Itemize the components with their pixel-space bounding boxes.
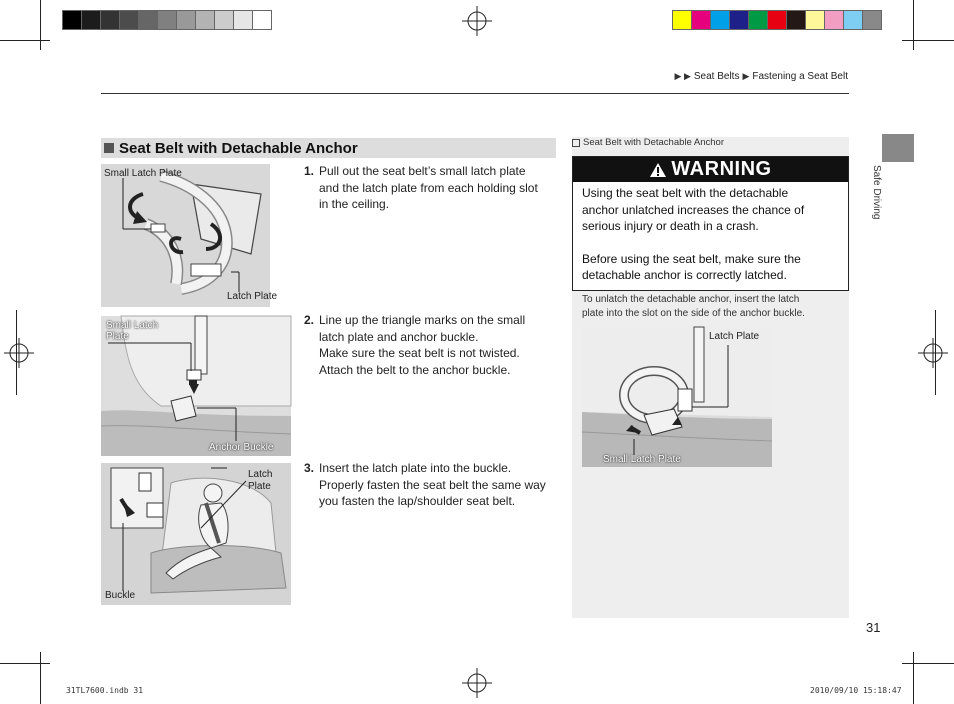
page-number: 31	[866, 620, 881, 635]
color-swatch	[672, 10, 692, 30]
registration-mark-icon	[462, 6, 492, 36]
breadcrumb-item-seat-belts[interactable]: Seat Belts	[693, 71, 740, 82]
header-rule	[101, 93, 849, 94]
step-text-line: Insert the latch plate into the buckle.	[319, 461, 512, 475]
crop-mark	[902, 40, 954, 41]
gray-color-bar	[62, 10, 271, 30]
crop-mark	[0, 663, 50, 664]
color-swatch	[195, 10, 215, 30]
label-plate-2: Plate	[248, 481, 271, 492]
color-swatch	[119, 10, 139, 30]
figure-ceiling-latch	[101, 164, 278, 307]
label-small-latch: Small Latch	[106, 320, 159, 331]
color-swatch	[786, 10, 806, 30]
crop-mark	[0, 40, 50, 41]
step-text-line: Pull out the seat belt’s small latch plate	[319, 164, 526, 178]
unlatch-anchor-illustration	[582, 327, 772, 467]
label-small-latch-plate-2: Small Latch Plate	[603, 454, 681, 465]
ceiling-slot-illustration	[101, 164, 270, 307]
note-line: To unlatch the detachable anchor, insert the latch	[582, 294, 800, 305]
step-text-line: Attach the belt to the anchor buckle.	[319, 362, 511, 377]
step-text-line: in the ceiling.	[319, 197, 390, 211]
side-tick	[935, 310, 936, 395]
label-buckle: Buckle	[105, 590, 136, 601]
footer-timestamp: 2010/09/10 15:18:47	[810, 686, 902, 695]
step-3	[304, 460, 556, 510]
color-swatch	[824, 10, 844, 30]
chapter-tab	[882, 134, 914, 162]
crop-mark	[40, 652, 41, 704]
warning-title: WARNING	[671, 158, 772, 180]
warning-line: serious injury or death in a crash.	[582, 219, 759, 233]
figure-unlatch-anchor	[582, 327, 772, 467]
label-plate: Plate	[106, 331, 129, 342]
step-text-line: latch plate and anchor buckle.	[319, 329, 479, 344]
warning-line: Before using the seat belt, make sure the	[582, 251, 801, 266]
label-anchor-buckle: Anchor Buckle	[209, 442, 274, 453]
crop-mark	[902, 663, 954, 664]
color-swatch	[176, 10, 196, 30]
warning-line: detachable anchor is correctly latched.	[582, 268, 787, 282]
color-swatch	[100, 10, 120, 30]
figure-anchor-buckle	[101, 316, 291, 456]
step-text-line: Line up the triangle marks on the small	[319, 313, 526, 327]
step-number: 1.	[304, 164, 315, 178]
color-swatch	[805, 10, 825, 30]
side-tick	[16, 310, 17, 395]
reference-arrow-icon	[572, 139, 580, 147]
panel-reference[interactable]	[572, 137, 724, 148]
color-swatch	[748, 10, 768, 30]
chapter-tab-label: Safe Driving	[871, 165, 882, 220]
color-swatch	[691, 10, 711, 30]
breadcrumb	[675, 71, 848, 82]
color-swatch	[157, 10, 177, 30]
color-swatch	[843, 10, 863, 30]
step-text-line: Make sure the seat belt is not twisted.	[319, 346, 520, 360]
warning-box	[572, 156, 849, 291]
label-small-latch-plate: Small Latch Plate	[104, 168, 182, 179]
footer-file-info: 31TL7600.indb 31	[66, 686, 144, 695]
breadcrumb-arrow-icon: ▶	[742, 71, 750, 81]
warning-header	[573, 157, 848, 182]
label-latch-plate-2: Latch Plate	[709, 331, 760, 342]
color-swatch	[214, 10, 234, 30]
breadcrumb-arrow-icon: ▶ ▶	[674, 71, 691, 81]
breadcrumb-item-fastening[interactable]: Fastening a Seat Belt	[752, 71, 848, 82]
registration-mark-icon	[4, 338, 34, 368]
step-1	[304, 163, 556, 213]
step-text-line: Properly fasten the seat belt the same way	[319, 477, 546, 492]
label-latch-plate: Latch Plate	[227, 291, 278, 302]
warning-body	[573, 182, 848, 284]
warning-line: Using the seat belt with the detachable	[582, 186, 789, 200]
warning-triangle-icon	[649, 162, 667, 178]
step-number: 2.	[304, 313, 315, 327]
crop-mark	[913, 652, 914, 704]
warning-line: anchor unlatched increases the chance of	[582, 202, 805, 217]
registration-mark-icon	[918, 338, 948, 368]
color-swatch	[81, 10, 101, 30]
step-number: 3.	[304, 461, 315, 475]
note-line: plate into the slot on the side of the anchor buckle.	[582, 308, 805, 319]
anchor-buckle-illustration	[101, 316, 291, 456]
process-color-bar	[672, 10, 881, 30]
step-text-line: and the latch plate from each holding slot	[319, 180, 538, 195]
figure-fasten-buckle	[101, 463, 291, 605]
step-2	[304, 312, 556, 378]
color-swatch	[138, 10, 158, 30]
section-square-icon	[104, 143, 114, 153]
crop-mark	[40, 0, 41, 50]
color-swatch	[252, 10, 272, 30]
color-swatch	[767, 10, 787, 30]
section-title	[101, 138, 556, 158]
registration-mark-icon	[462, 668, 492, 698]
color-swatch	[729, 10, 749, 30]
color-swatch	[862, 10, 882, 30]
color-swatch	[233, 10, 253, 30]
label-latch: Latch	[248, 469, 273, 480]
panel-reference-text: Seat Belt with Detachable Anchor	[583, 137, 725, 148]
panel-note	[582, 293, 844, 321]
crop-mark	[913, 0, 914, 50]
step-text-line: you fasten the lap/shoulder seat belt.	[319, 494, 516, 508]
color-swatch	[62, 10, 82, 30]
color-swatch	[710, 10, 730, 30]
section-title-text: Seat Belt with Detachable Anchor	[119, 139, 358, 157]
